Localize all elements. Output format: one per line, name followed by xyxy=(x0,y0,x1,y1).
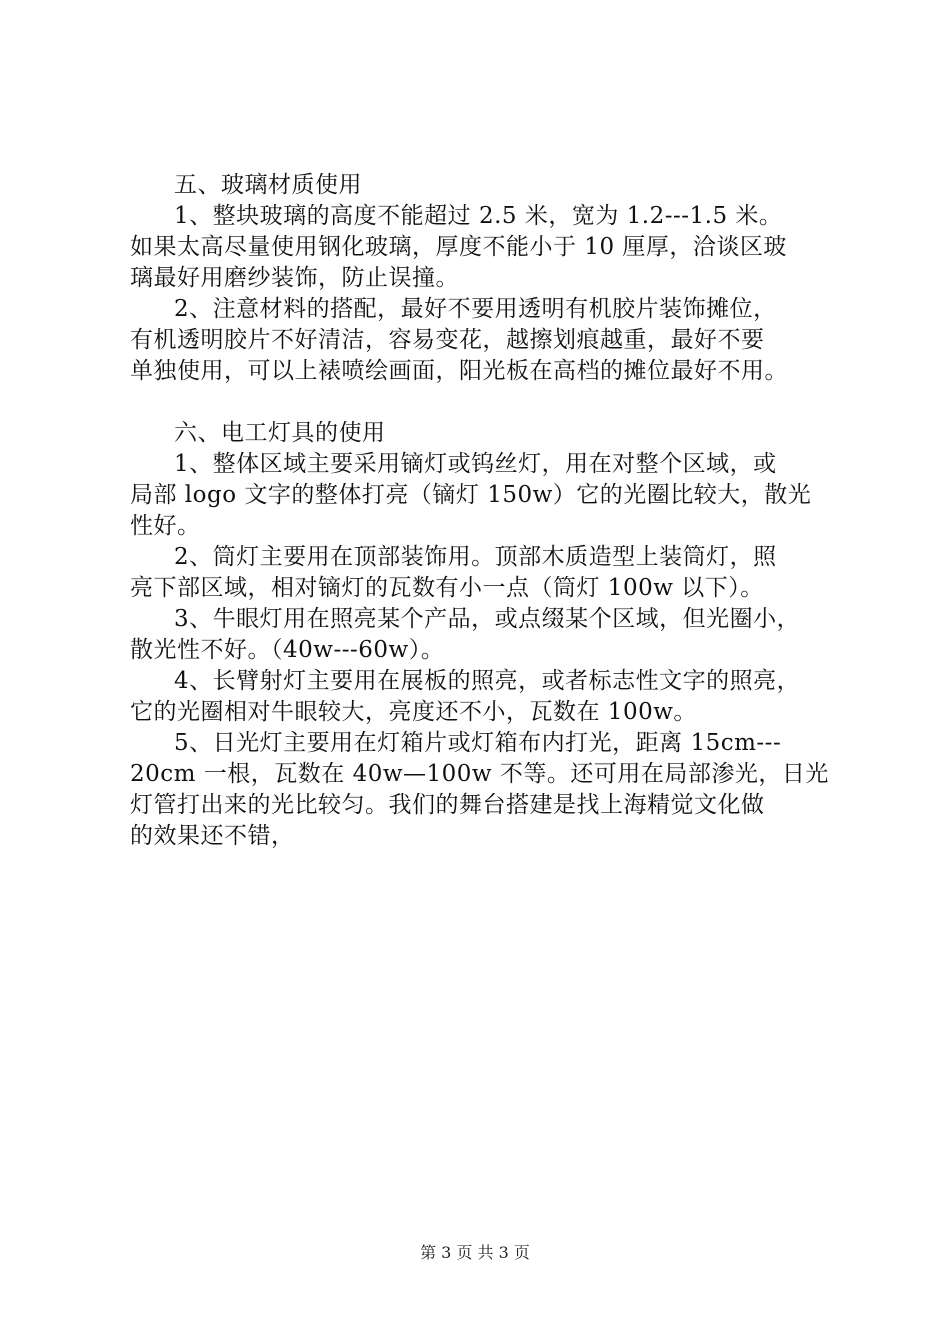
paragraph-line: 如果太高尽量使用钢化玻璃，厚度不能小于 10 厘厚，洽谈区玻 xyxy=(130,234,787,260)
paragraph-line: 4、长臂射灯主要用在展板的照亮，或者标志性文字的照亮， xyxy=(174,668,801,694)
paragraph-line: 灯管打出来的光比较匀。我们的舞台搭建是找上海精觉文化做 xyxy=(130,792,765,818)
paragraph-line: 3、牛眼灯用在照亮某个产品，或点缀某个区域，但光圈小， xyxy=(174,606,801,632)
paragraph-line: 2、筒灯主要用在顶部装饰用。顶部木质造型上装筒灯，照 xyxy=(174,544,777,570)
paragraph-line: 的效果还不错， xyxy=(130,823,295,849)
paragraph-line: 它的光圈相对牛眼较大，亮度还不小，瓦数在 100w。 xyxy=(130,699,697,725)
paragraph-line: 亮下部区域，相对镝灯的瓦数有小一点（筒灯 100w 以下）。 xyxy=(130,575,764,601)
section-spacer xyxy=(130,387,830,418)
paragraph-line: 璃最好用磨纱装饰，防止误撞。 xyxy=(130,265,459,291)
paragraph-line: 性好。 xyxy=(130,513,201,539)
page-footer: 第 3 页 共 3 页 xyxy=(420,1243,530,1262)
section-heading: 五、玻璃材质使用 xyxy=(174,172,362,198)
section-heading: 六、电工灯具的使用 xyxy=(174,420,386,446)
paragraph-line: 2、注意材料的搭配，最好不要用透明有机胶片装饰摊位， xyxy=(174,296,777,322)
paragraph-line: 1、整块玻璃的高度不能超过 2.5 米，宽为 1.2---1.5 米。 xyxy=(174,203,783,229)
paragraph-line: 散光性不好。（40w---60w）。 xyxy=(130,637,445,663)
paragraph-line: 有机透明胶片不好清洁，容易变花，越擦划痕越重，最好不要 xyxy=(130,327,765,353)
document-body xyxy=(130,170,830,852)
paragraph-line: 20cm 一根，瓦数在 40w—100w 不等。还可用在局部渗光，日光 xyxy=(130,761,829,787)
paragraph-line: 5、日光灯主要用在灯箱片或灯箱布内打光，距离 15cm--- xyxy=(174,730,782,756)
paragraph-line: 单独使用，可以上裱喷绘画面，阳光板在高档的摊位最好不用。 xyxy=(130,358,788,384)
paragraph-line: 1、整体区域主要采用镝灯或钨丝灯，用在对整个区域，或 xyxy=(174,451,777,477)
paragraph-line: 局部 logo 文字的整体打亮（镝灯 150w）它的光圈比较大，散光 xyxy=(130,482,812,508)
